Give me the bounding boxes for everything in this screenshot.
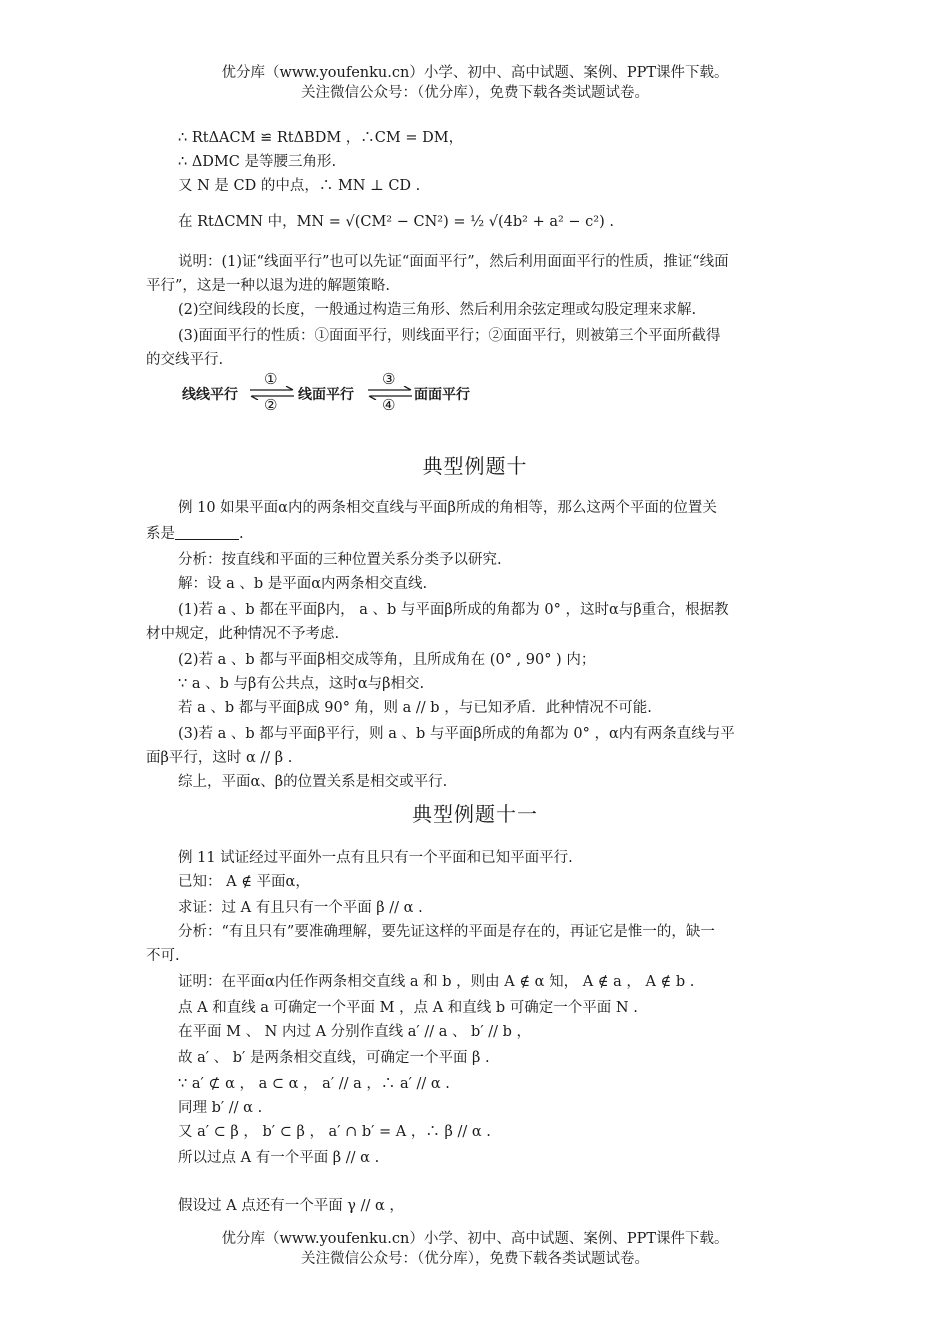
ex11-proof-line: 证明：在平面α内任作两条相交直线 a 和 b ，则由 A ∉ α 知， A ∉ a ， A ∉ b . (178, 974, 695, 990)
ex10-question-2-text: 系是 (146, 526, 175, 542)
ex11-analysis-1: 分析：“有且只有”要准确理解，要先证这样的平面是存在的，再证它是惟一的，缺一 (178, 924, 715, 940)
ex10-line: 若 a 、b 都与平面β成 90° 角，则 a // b ，与已知矛盾．此种情况不可能. (178, 700, 652, 716)
note-1b: 平行”，这是一种以退为进的解题策略. (146, 278, 391, 294)
example-11-title: 典型例题十一 (412, 802, 538, 826)
note-3a: (3)面面平行的性质：①面面平行，则线面平行；②面面平行，则被第三个平面所截得 (178, 328, 721, 344)
ex11-prove: 求证：过 A 有且只有一个平面 β // α . (178, 900, 423, 916)
answer-blank (175, 525, 239, 540)
ex10-line: (2)若 a 、b 都与平面β相交成等角，且所成角在 (0° , 90° ) 内； (178, 652, 596, 668)
ex10-line: 综上，平面α、β的位置关系是相交或平行. (178, 774, 448, 790)
footer-line-1: 优分库（www.youfenku.cn）小学、初中、高中试题、案例、PPT课件下载。 (221, 1231, 729, 1247)
ex10-line: 分析：按直线和平面的三种位置关系分类予以研究. (178, 552, 502, 568)
diagram-line-line: 线线平行 (182, 387, 238, 403)
proof-line: 在 RtΔCMN 中，MN = √(CM² − CN²) = ½ √(4b² + a² − c²) . (178, 214, 614, 230)
ex11-proof-line: 点 A 和直线 a 可确定一个平面 M ，点 A 和直线 b 可确定一个平面 N . (178, 1000, 638, 1016)
header-line-2: 关注微信公众号：（优分库），免费下载各类试题试卷。 (301, 85, 649, 101)
example-10-title: 典型例题十 (422, 454, 528, 478)
proof-line: 又 N 是 CD 的中点，∴ MN ⊥ CD . (178, 178, 421, 194)
ex10-line: (1)若 a 、b 都在平面β内， a 、b 与平面β所成的角都为 0° ，这时α与β重合，根据教 (178, 602, 729, 618)
diagram-circle-2: ② (264, 396, 278, 414)
ex11-given: 已知： A ∉ 平面α， (178, 874, 310, 890)
ex11-question: 例 11 试证经过平面外一点有且只有一个平面和已知平面平行. (178, 850, 573, 866)
ex11-proof-line: 又 a′ ⊂ β ， b′ ⊂ β ， a′ ∩ b′ = A ，∴ β // α . (178, 1124, 491, 1140)
diagram-circle-3: ③ (382, 370, 396, 388)
ex10-question-2 (146, 524, 806, 544)
ex10-line: 面β平行，这时 α // β . (146, 750, 293, 766)
ex10-line: (3)若 a 、b 都与平面β平行，则 a 、b 与平面β所成的角都为 0° ，α内有两条直线与平 (178, 726, 735, 742)
note-3b: 的交线平行. (146, 352, 224, 368)
ex10-line: ∵ a 、b 与β有公共点，这时α与β相交. (178, 676, 425, 692)
note-1a: 说明：(1)证“线面平行”也可以先证“面面平行”，然后利用面面平行的性质，推证“线面 (178, 254, 729, 270)
ex11-analysis-2: 不可. (146, 948, 180, 964)
ex11-proof-line: 同理 b′ // α . (178, 1100, 263, 1116)
footer-line-2: 关注微信公众号：（优分库），免费下载各类试题试卷。 (301, 1251, 649, 1267)
diagram-circle-1: ① (264, 370, 278, 388)
ex10-question-2-end: . (239, 526, 244, 542)
parallel-relation-diagram (182, 372, 502, 416)
diagram-circle-4: ④ (382, 396, 396, 414)
ex11-proof-line: ∵ a′ ⊄ α ， a ⊂ α ， a′ // a ，∴ a′ // α . (178, 1076, 450, 1092)
ex10-question-1: 例 10 如果平面α内的两条相交直线与平面β所成的角相等，那么这两个平面的位置关 (178, 500, 717, 516)
header-line-1: 优分库（www.youfenku.cn）小学、初中、高中试题、案例、PPT课件下载。 (221, 65, 729, 81)
ex10-line: 解：设 a 、b 是平面α内两条相交直线. (178, 576, 428, 592)
ex11-proof-line: 所以过点 A 有一个平面 β // α . (178, 1150, 380, 1166)
ex10-line: 材中规定，此种情况不予考虑. (146, 626, 340, 642)
double-arrow-icon (248, 386, 296, 400)
proof-line: ∴ RtΔACM ≌ RtΔBDM ，∴CM = DM， (178, 130, 464, 146)
ex11-proof-line: 在平面 M 、 N 内过 A 分别作直线 a′ // a 、 b′ // b ， (178, 1024, 532, 1040)
diagram-plane-plane: 面面平行 (414, 387, 470, 403)
proof-line: ∴ ΔDMC 是等腰三角形. (178, 154, 337, 170)
ex11-proof-line: 假设过 A 点还有一个平面 γ // α ， (178, 1198, 404, 1214)
diagram-line-plane: 线面平行 (298, 387, 354, 403)
ex11-proof-line: 故 a′ 、 b′ 是两条相交直线，可确定一个平面 β . (178, 1050, 490, 1066)
note-2: (2)空间线段的长度，一般通过构造三角形、然后利用余弦定理或勾股定理来求解. (178, 302, 697, 318)
double-arrow-icon (366, 386, 414, 400)
